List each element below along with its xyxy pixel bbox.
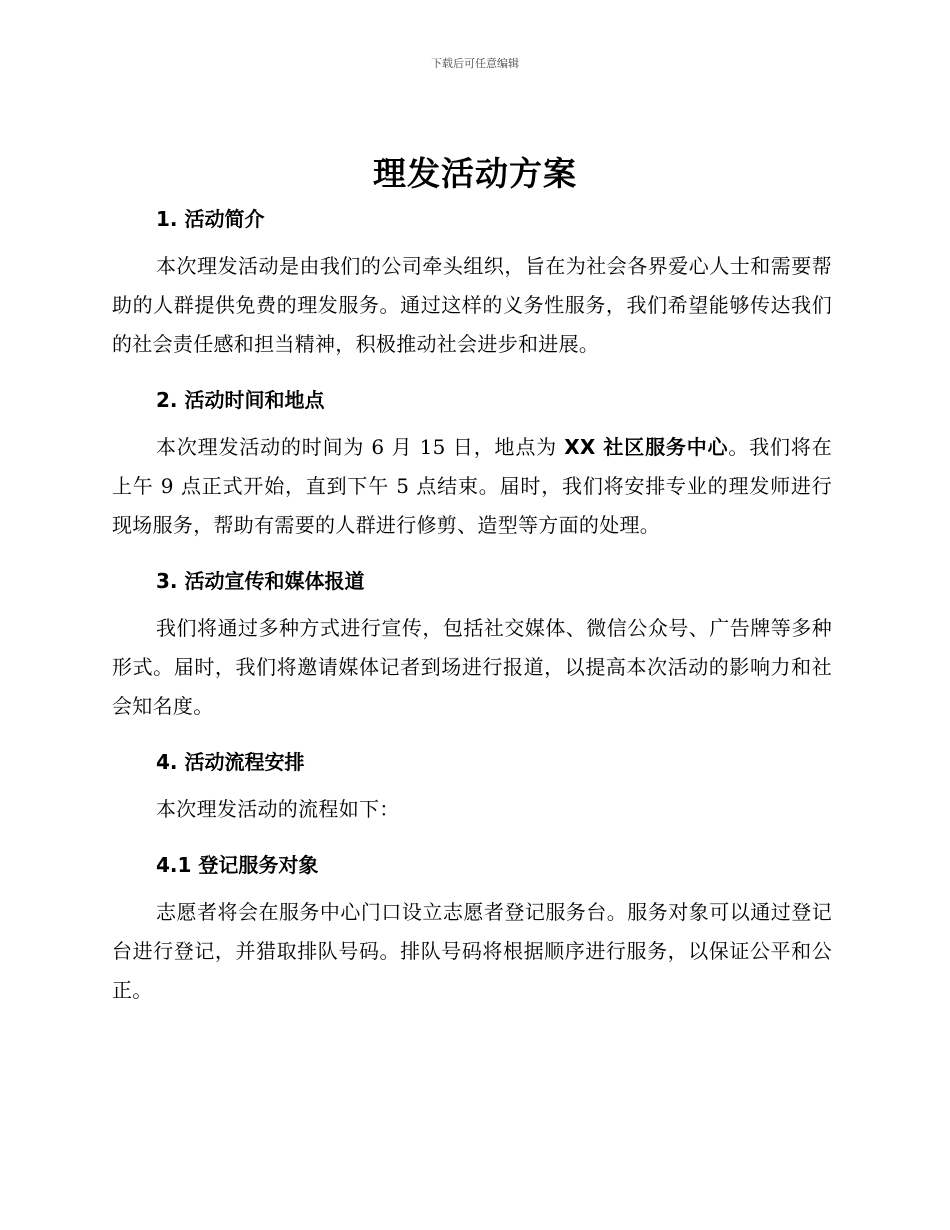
section-heading: 1. 活动简介	[156, 207, 265, 231]
header-note: 下载后可任意编辑	[431, 57, 519, 70]
paragraph-text-after: 。我们将在上午 9 点正式开始，直到下午 5 点结束。届时，我们将安排专业的理发师进行现场服务，帮助有需要的人群进行修剪、造型等方面的处理。	[112, 435, 832, 537]
document-body	[112, 200, 832, 1010]
section-heading: 4. 活动流程安排	[156, 750, 305, 774]
section-paragraph: 本次理发活动的流程如下：	[156, 797, 400, 821]
section-process	[112, 743, 832, 846]
section-heading: 2. 活动时间和地点	[156, 388, 325, 412]
section-paragraph	[112, 428, 832, 545]
section-registration	[112, 846, 832, 1010]
paragraph-text-before: 本次理发活动的时间为 6 月 15 日，地点为	[156, 435, 565, 459]
section-paragraph: 志愿者将会在服务中心门口设立志愿者登记服务台。服务对象可以通过登记台进行登记，并猎取排队号码。排队号码将根据顺序进行服务，以保证公平和公正。	[112, 900, 832, 1002]
document-title: 理发活动方案	[373, 154, 577, 193]
section-heading: 4.1 登记服务对象	[156, 853, 319, 877]
section-intro	[112, 200, 832, 381]
section-heading: 3. 活动宣传和媒体报道	[156, 569, 365, 593]
section-time-place	[112, 381, 832, 562]
section-paragraph: 本次理发活动是由我们的公司牵头组织，旨在为社会各界爱心人士和需要帮助的人群提供免费的理发服务。通过这样的义务性服务，我们希望能够传达我们的社会责任感和担当精神，积极推动社会进步和进展。	[112, 254, 832, 356]
section-publicity	[112, 562, 832, 743]
location-name: XX 社区服务中心	[564, 435, 729, 459]
section-paragraph: 我们将通过多种方式进行宣传，包括社交媒体、微信公众号、广告牌等多种形式。届时，我们将邀请媒体记者到场进行报道，以提高本次活动的影响力和社会知名度。	[112, 616, 832, 718]
